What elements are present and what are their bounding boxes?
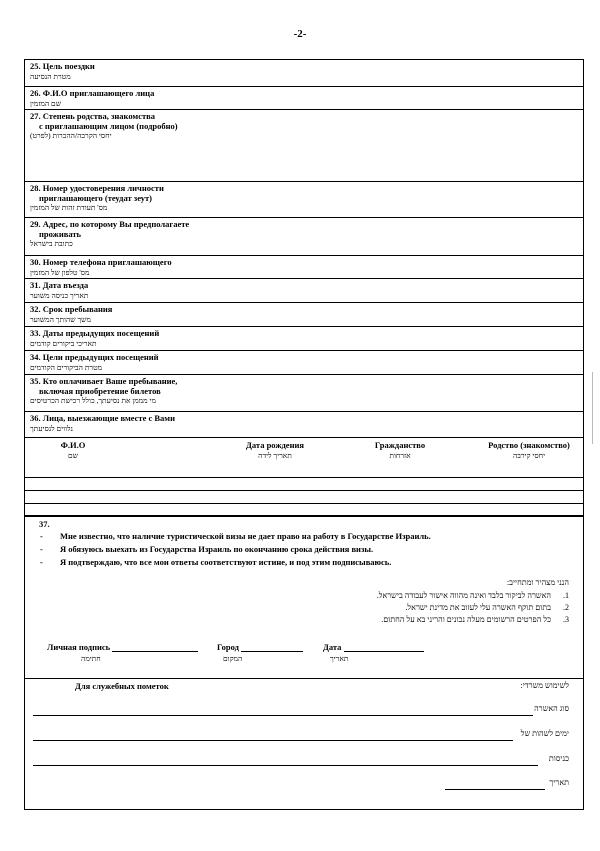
bullet-dash: -: [40, 531, 43, 541]
office-section-divider: [25, 678, 583, 679]
field-26-inviter-name[interactable]: [25, 87, 583, 110]
column-label-ru: Родство (знакомство): [488, 440, 570, 450]
office-visa-type-line[interactable]: [33, 715, 533, 716]
field-label-he: מי מממן את נסיעתך, כולל רכישת הכרטיסים: [30, 396, 156, 405]
declaration-line-3: [40, 557, 391, 567]
date-label: Дата: [323, 642, 342, 652]
field-32-stay-duration[interactable]: [25, 303, 583, 327]
field-label-he: מס' טלפון של המזמין: [30, 267, 90, 277]
field-label-he: מטרת הנסיעה: [30, 71, 71, 81]
declaration-text: Я обязуюсь выехать из Государства Израиль по окончанию срока действия визы.: [60, 544, 374, 554]
office-entries-label: כניסות: [548, 754, 569, 763]
field-label-ru: 25. Цель поездки: [30, 61, 95, 71]
field-label-ru: 30. Номер телефона приглашающего: [30, 257, 172, 267]
declaration-he-intro: הנני מצהיר ומתחייב:: [506, 578, 569, 587]
companions-table-header: [25, 438, 583, 478]
date-field[interactable]: [323, 642, 424, 652]
declaration-he-text: האשרה לביקור בלבד ואינה מהווה אישור לעבודה בישראל.: [376, 591, 551, 600]
declaration-he-text: כל הפרטים הרשומים מעלה נכונים והריני בא על החתום.: [381, 615, 551, 624]
signature-label-he: חתימה: [81, 654, 101, 663]
signature-line[interactable]: [112, 643, 198, 652]
field-label-ru-cont: с приглашающим лицом (подробно): [39, 120, 178, 131]
field-34-previous-visit-purposes[interactable]: [25, 351, 583, 375]
field-label-ru: 36. Лица, выезжающие вместе с Вами: [30, 413, 175, 423]
office-visa-type-label: סוג האשרה: [534, 704, 569, 713]
field-label-ru: 28. Номер удостоверения личности: [30, 183, 164, 193]
declaration-text: Я подтверждаю, что все мои ответы соответствуют истине, и под этим подписываюсь.: [60, 557, 392, 567]
office-use-title: Для служебных пометок: [75, 681, 169, 691]
field-33-previous-visit-dates[interactable]: [25, 327, 583, 351]
field-28-inviter-id[interactable]: [25, 182, 583, 218]
field-label-ru: 33. Даты предыдущих посещений: [30, 328, 160, 338]
column-label-he: יחסי קירבה: [512, 450, 546, 460]
office-stay-days-label: ימים לשהות של: [520, 729, 569, 738]
column-relationship: [477, 441, 581, 460]
field-label-he: תאריכי ביקורים קודמים: [30, 338, 97, 348]
date-line[interactable]: [344, 643, 424, 652]
field-label-he: תאריך כניסה משוער: [30, 290, 89, 300]
field-label-ru: 27. Степень родства, знакомства: [30, 111, 155, 121]
column-label-he: תאריך לידה: [258, 450, 292, 460]
declaration-text: Мне известно, что наличие туристической визы не дает право на работу в Государстве Израиль.: [60, 531, 431, 541]
city-label-he: המקום: [223, 654, 243, 663]
companion-row-3[interactable]: [25, 504, 583, 517]
signature-field[interactable]: [47, 642, 198, 652]
column-label-ru: Дата рождения: [246, 440, 304, 450]
field-label-he: מס' תעודת זהות של המזמין: [30, 203, 108, 212]
column-full-name: [43, 441, 103, 460]
date-label-he: תאריך: [330, 654, 349, 663]
field-label-ru: 29. Адрес, по которому Вы предполагаете: [30, 219, 190, 229]
column-label-ru: Ф.И.О: [60, 440, 86, 450]
office-date-line[interactable]: [445, 789, 545, 790]
page-number: -2-: [293, 28, 307, 40]
office-stay-days-line[interactable]: [33, 740, 513, 741]
declaration-he-line-3: [381, 615, 569, 624]
office-use-title-he: לשימוש משרדי:: [520, 681, 569, 690]
column-label-he: שם: [68, 450, 78, 460]
field-30-inviter-phone[interactable]: [25, 256, 583, 279]
companion-row-1[interactable]: [25, 478, 583, 491]
declaration-he-line-2: [405, 603, 569, 612]
item-number: 2.: [563, 603, 569, 612]
declaration-number: 37.: [39, 519, 50, 529]
item-number: 3.: [563, 615, 569, 624]
city-line[interactable]: [241, 643, 303, 652]
signature-label: Личная подпись: [47, 642, 111, 652]
column-birth-date: [235, 441, 315, 460]
field-label-ru-cont: приглашающего (теудат зеут): [39, 192, 153, 203]
field-label-ru-cont: включая приобретение билетов: [39, 385, 161, 396]
field-36-companions: [25, 412, 583, 438]
bullet-dash: -: [40, 557, 43, 567]
column-label-ru: Гражданство: [374, 440, 426, 450]
field-label-he: משך שהותך המשוער: [30, 314, 91, 324]
field-label-ru: 32. Срок пребывания: [30, 304, 113, 314]
field-31-entry-date[interactable]: [25, 279, 583, 303]
declaration-he-text: בתום תוקף האשרה עלי לעזוב את מדינת ישראל.: [405, 603, 551, 612]
visa-form-page: [24, 59, 584, 810]
field-label-he: כתובת בישראל: [30, 239, 73, 248]
companion-row-2[interactable]: [25, 491, 583, 504]
field-label-he: נלווים לנסיעתך: [30, 423, 73, 433]
field-label-ru: 26. Ф.И.О приглашающего лица: [30, 88, 155, 98]
bullet-dash: -: [40, 544, 43, 554]
column-citizenship: [365, 441, 435, 460]
field-label-he: יחסי הקרבה/ההכרות (לפרט): [30, 131, 112, 140]
margin-mark: [592, 372, 593, 444]
field-label-ru-cont: проживать: [39, 228, 82, 239]
field-27-relationship[interactable]: [25, 110, 583, 182]
city-field[interactable]: [217, 642, 303, 652]
office-entries-line[interactable]: [33, 765, 538, 766]
field-label-ru: 35. Кто оплачивает Ваше пребывание,: [30, 376, 178, 386]
field-label-he: מטרת הביקורים הקודמים: [30, 362, 103, 372]
field-29-address[interactable]: [25, 218, 583, 256]
declaration-line-2: [40, 544, 373, 554]
field-label-ru: 34. Цели предыдущих посещений: [30, 352, 159, 362]
field-25-purpose[interactable]: [25, 60, 583, 87]
declaration-he-line-1: [377, 591, 569, 600]
column-label-he: אזרחות: [389, 450, 411, 460]
declaration-line-1: [40, 531, 431, 541]
city-label: Город: [217, 642, 239, 652]
field-label-he: שם המזמין: [30, 98, 62, 108]
field-label-ru: 31. Дата въезда: [30, 280, 89, 290]
item-number: 1.: [563, 591, 569, 600]
office-date-label: תאריך: [549, 778, 569, 787]
field-35-payer[interactable]: [25, 375, 583, 412]
